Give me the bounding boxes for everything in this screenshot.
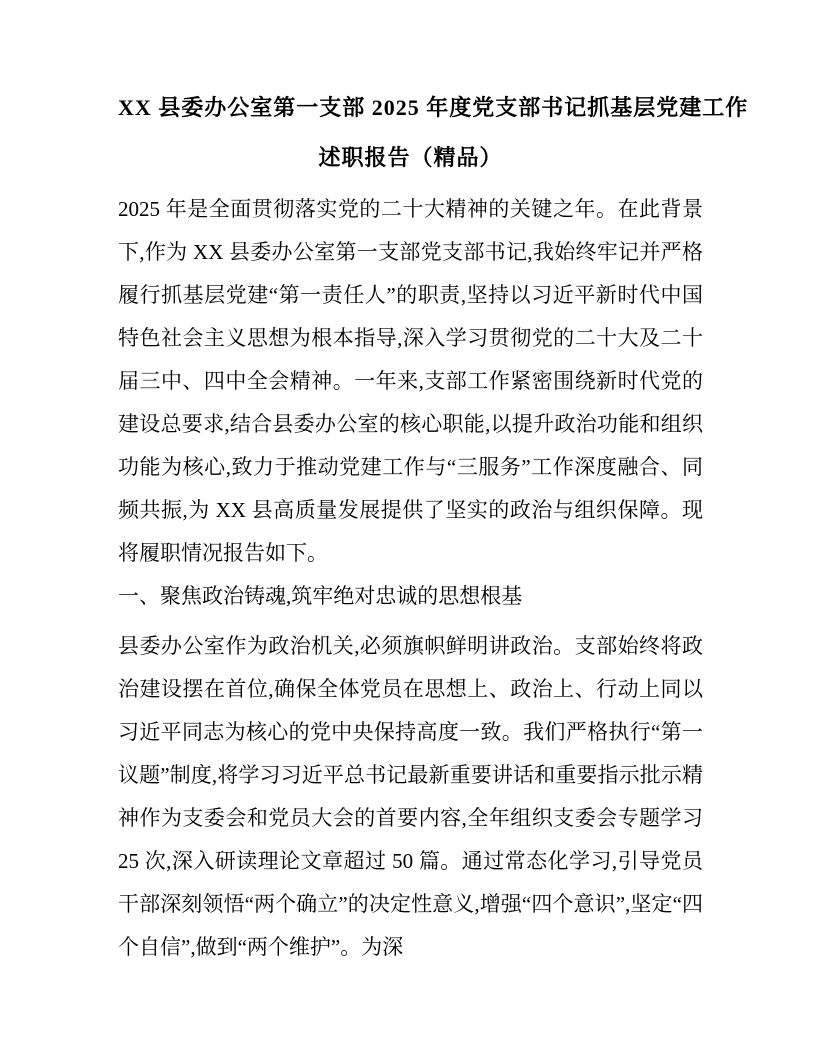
document-title-line-2: 述职报告（精品） <box>318 145 503 170</box>
section-1-paragraph: 县委办公室作为政治机关,必须旗帜鲜明讲政治。支部始终将政治建设摆在首位,确保全体党员在思想上、政治上、行动上同以习近平同志为核心的党中央保持高度一致。我们严格执行“第一议题”制度,将学习习近平总书记最新重要讲话和重要指示批示精神作为支委会和党员大会的首要内容,全年组织支委会专题学习 25 次,深入研读理论文章超过 50 篇。通过常态化学习,引导党员干部深刻领悟“两个确立”的决定性意义,增强“四个意识”,坚定“四个自信”,做到“两个维护”。为深 <box>118 634 703 959</box>
document-title <box>118 83 749 183</box>
section-1-heading: 一、聚焦政治铸魂,筑牢绝对忠诚的思想根基 <box>118 584 523 608</box>
document-title-line-1: XX 县委办公室第一支部 2025 年度党支部书记抓基层党建工作 <box>118 95 749 120</box>
intro-paragraph: 2025 年是全面贯彻落实党的二十大精神的关键之年。在此背景下,作为 XX 县委办公室第一支部党支部书记,我始终牢记并严格履行抓基层党建“第一责任人”的职责,坚持以习近平新时代中国特色社会主义思想为根本指导,深入学习贯彻党的二十大及二十届三中、四中全会精神。一年来,支部工作紧密围绕新时代党的建设总要求,结合县委办公室的核心职能,以提升政治功能和组织功能为核心,致力于推动党建工作与“三服务”工作深度融合、同频共振,为 XX 县高质量发展提供了坚实的政治与组织保障。现将履职情况报告如下。 <box>118 197 703 565</box>
